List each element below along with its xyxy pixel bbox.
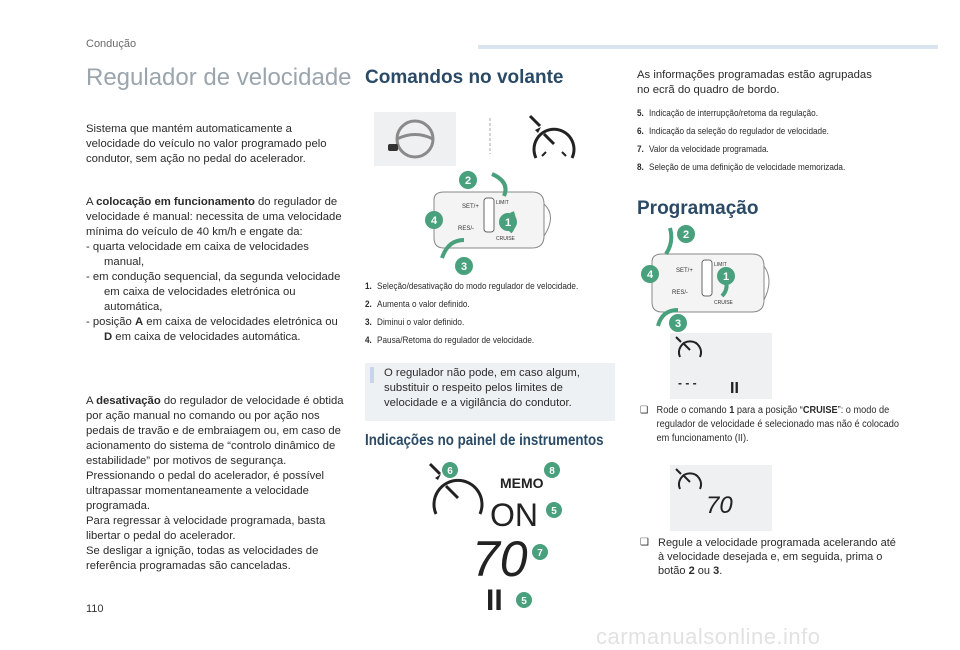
bullet-3: [86, 315, 348, 345]
override-paragraph: Pressionando o pedal do acelerador, é possível ultrapassar momentaneamente a velocidade programada.: [86, 470, 325, 512]
activation-pre: A: [86, 196, 97, 208]
list-item: 6. Indicação da seleção do regulador de velocidade.: [637, 126, 829, 137]
prog-callout-3: [669, 314, 687, 332]
list-item: 7. Valor da velocidade programada.: [637, 144, 769, 155]
bullet-2: - em condução sequencial, da segunda velocidade em caixa de velocidades eletrónica ou automática,: [86, 271, 341, 313]
svg-text:8: 8: [549, 466, 555, 477]
section-label: Condução: [86, 38, 137, 50]
activation-bold: colocação em funcionamento: [96, 196, 255, 208]
svg-text:5: 5: [521, 596, 527, 607]
callout-4: [425, 211, 443, 229]
stalk-label-limit: LIMIT: [496, 200, 509, 206]
programming-stalk-figure: [640, 222, 772, 334]
instrument-panel-heading: Indicações no painel de instrumentos: [365, 432, 604, 449]
prog-callout-4: [641, 265, 659, 283]
steering-controls-heading: Comandos no volante: [365, 67, 564, 88]
stalk-marker-icon: [388, 144, 398, 151]
stalk-label-res: RES/-: [458, 226, 475, 232]
on-label: ON: [490, 497, 538, 533]
page-title: Regulador de velocidade: [86, 64, 352, 91]
step-1: [640, 404, 899, 446]
col3-intro: As informações programadas estão agrupadas no ecrã do quadro de bordo.: [637, 69, 872, 96]
svg-text:5: 5: [551, 506, 557, 517]
bullet-3-a: A: [134, 316, 144, 328]
speed-value: 70: [472, 531, 528, 587]
check-icon: ❑: [640, 405, 649, 416]
callout-7: [532, 544, 548, 560]
prog-label-cruise: CRUISE: [714, 300, 733, 306]
display-pause: II: [730, 380, 739, 397]
list-item: 2. Aumenta o valor definido.: [365, 299, 470, 310]
prog-arrow-up: [666, 228, 671, 254]
callout-8: [544, 462, 560, 478]
list-item: 1. Seleção/desativação do modo regulador de velocidade.: [365, 281, 579, 292]
svg-text:2: 2: [464, 175, 472, 187]
list-item: 4. Pausa/Retoma do regulador de velocidade.: [365, 335, 535, 346]
cruise-selected-display: [670, 333, 772, 399]
callout-5-upper: [546, 502, 562, 518]
list-item: 3. Diminui o valor definido.: [365, 317, 465, 328]
header-bar: [478, 45, 938, 49]
svg-text:4: 4: [646, 269, 654, 281]
deact-pre: A: [86, 395, 97, 407]
svg-text:7: 7: [537, 548, 543, 559]
info-icon: [370, 367, 374, 383]
intro-paragraph: Sistema que mantém automaticamente a velocidade do veículo no valor programado pelo condutor, sem ação no pedal do acelerador.: [86, 123, 327, 165]
deact-post: do regulador de velocidade é obtida por ação manual no comando ou por ação nos pedais de travão e de embraiagem ou, em caso de acionamento do sistema de “controlo dinâmico de estabilidade” por motivos de segurança.: [86, 395, 344, 467]
activation-post: do regulador de velocidade é manual: necessita de uma velocidade mínima do veículo de 40 km/h e engate da:: [86, 196, 342, 238]
prog-callout-1: [717, 267, 735, 285]
controls-list: [365, 281, 616, 353]
svg-text:3: 3: [674, 318, 682, 330]
activation-paragraph: [86, 195, 348, 240]
prog-label-limit: LIMIT: [714, 262, 727, 268]
indications-list: [637, 108, 880, 180]
programming-heading: Programação: [637, 198, 759, 219]
pause-indicator: II: [486, 584, 503, 617]
callout-6: [442, 462, 458, 478]
list-item: 8. Seleção de uma definição de velocidade memorizada.: [637, 162, 846, 173]
prog-label-set: SET/+: [676, 268, 693, 274]
stalk-label-set: SET/+: [462, 204, 479, 210]
callout-3: [455, 257, 473, 275]
cruise-stalk-icon: [434, 192, 551, 248]
svg-text:1: 1: [504, 217, 512, 229]
bullet-3-post: em caixa de velocidades automática.: [112, 331, 301, 343]
display-speed-value: 70: [706, 492, 733, 519]
cruise-speedometer-icon: [530, 116, 574, 158]
deactivation-paragraph: [86, 394, 348, 469]
ignition-paragraph: Se desligar a ignição, todas as velocidades de referência programadas são canceladas.: [86, 545, 319, 572]
svg-text:1: 1: [722, 271, 730, 283]
page-number: 110: [86, 603, 104, 615]
bullet-3-mid: em caixa de velocidades eletrónica ou: [143, 316, 338, 328]
bullet-3-d: D: [104, 331, 113, 343]
instrument-panel-figure: [428, 458, 568, 618]
prog-label-res: RES/-: [672, 290, 689, 296]
svg-text:4: 4: [430, 215, 438, 227]
prog-callout-2: [677, 225, 695, 243]
activation-block: [86, 195, 348, 345]
step-1-text: Rode o comando 1 para a posição “CRUISE”: o modo de regulador de velocidade é selecionado mas não é colocado em funcionamento (II).: [656, 405, 899, 444]
svg-text:3: 3: [460, 261, 468, 273]
speed-dashes: - - -: [678, 376, 697, 390]
resume-paragraph: Para regressar à velocidade programada, basta libertar o pedal do acelerador.: [86, 515, 326, 542]
callout-2: [459, 171, 477, 189]
deactivation-block: [86, 394, 348, 574]
watermark: carmanualsonline.info: [596, 624, 821, 649]
intro-text: [86, 122, 348, 167]
step-2: [640, 536, 898, 578]
memo-label: MEMO: [500, 475, 544, 491]
callout-1: [499, 213, 517, 231]
step-2-text: Regule a velocidade programada acelerando até à velocidade desejada e, em seguida, prima o botão 2 ou 3.: [658, 537, 896, 577]
svg-text:6: 6: [447, 466, 453, 477]
deact-bold: desativação: [96, 395, 161, 407]
list-item: 5. Indicação de interrupção/retoma da regulação.: [637, 108, 819, 119]
speed-set-display: [670, 465, 772, 531]
info-text: O regulador não pode, em caso algum, substituir o respeito pelos limites de velocidade e a vigilância do condutor.: [384, 367, 580, 409]
callout-5-lower: [516, 592, 532, 608]
check-icon: ❑: [640, 537, 649, 548]
bullet-1: - quarta velocidade em caixa de velocidades manual,: [86, 241, 309, 268]
stalk-label-cruise: CRUISE: [496, 236, 515, 242]
svg-text:2: 2: [682, 229, 690, 241]
bullet-3-pre: - posição: [86, 316, 135, 328]
steering-stalk-figure: [372, 108, 584, 280]
